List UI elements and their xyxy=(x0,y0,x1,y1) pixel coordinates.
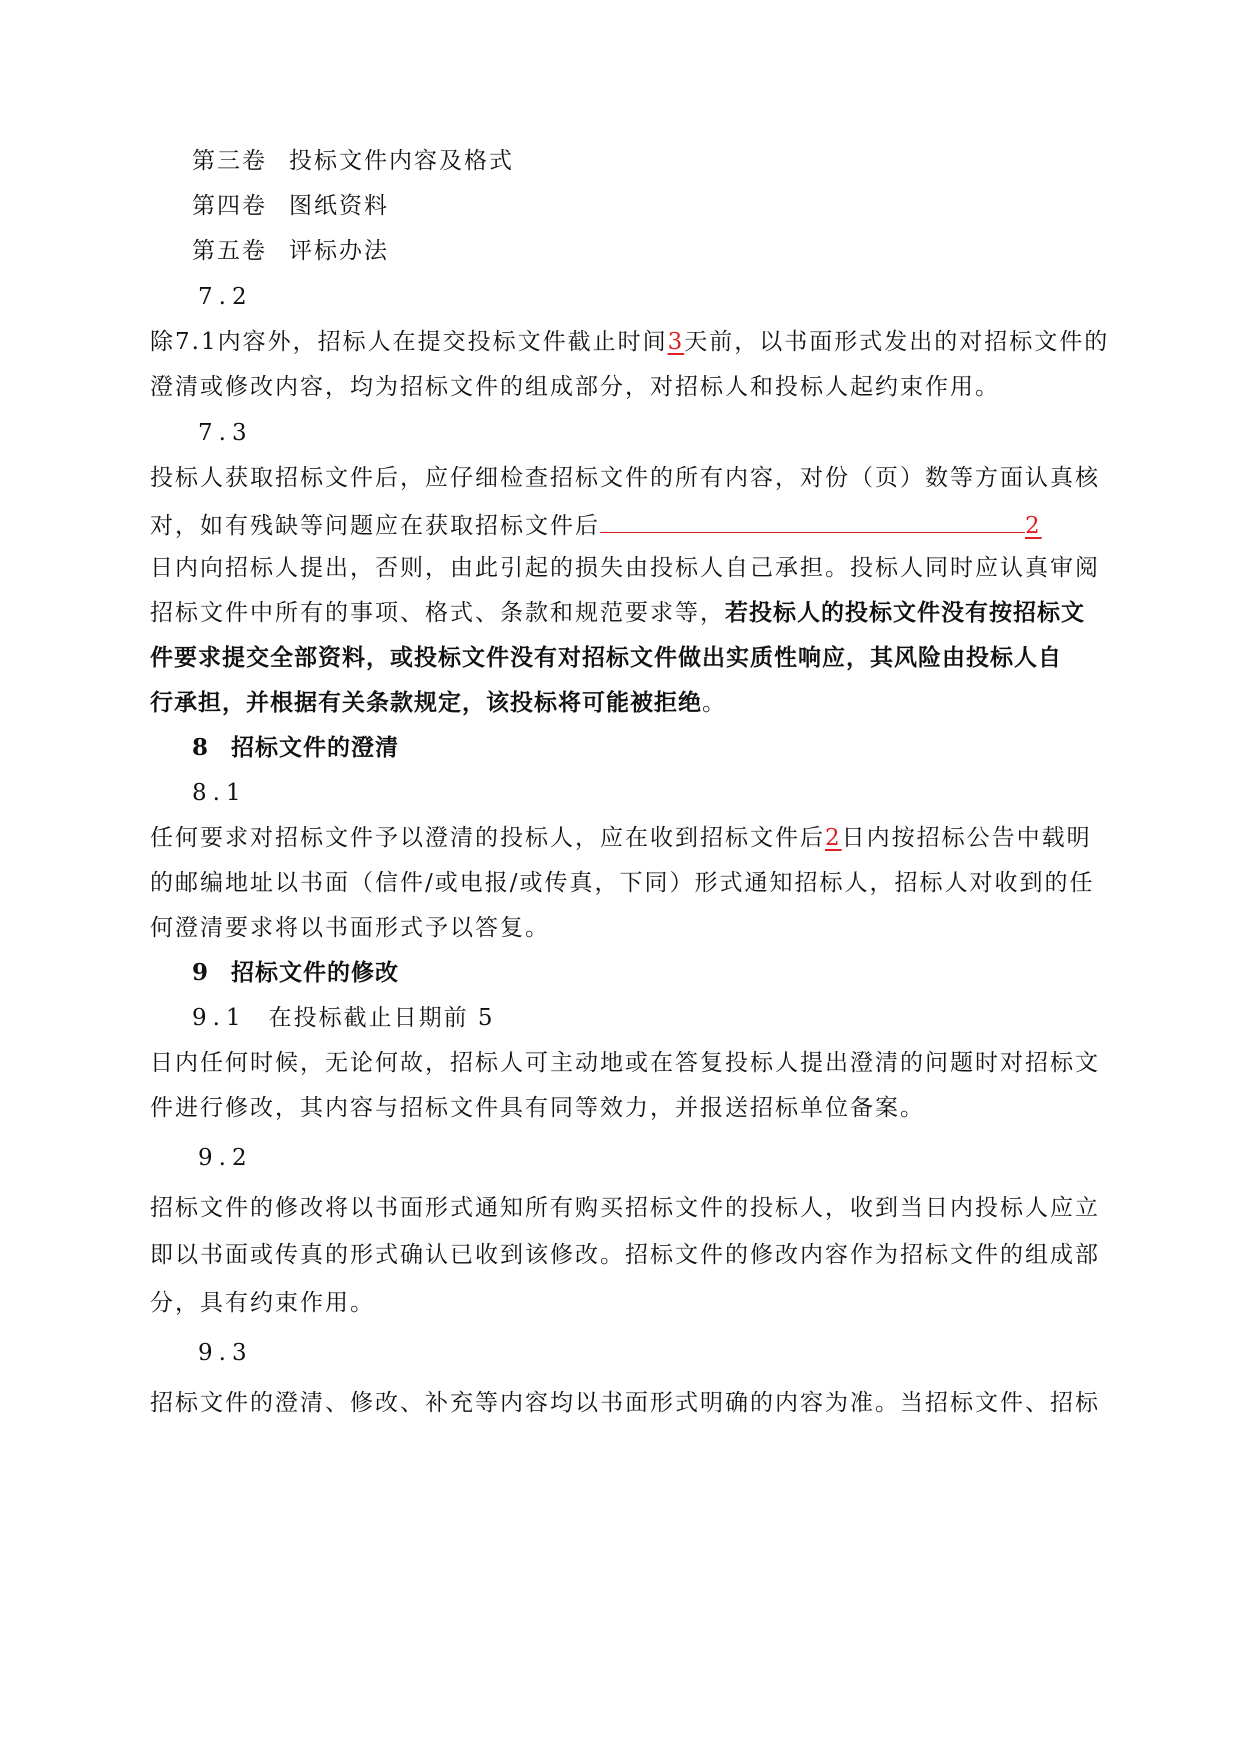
text-run: 除7.1内容外，招标人在提交投标文件截止时间 xyxy=(150,329,668,355)
deadline-days-value: 3 xyxy=(667,329,685,355)
section-8-heading xyxy=(192,733,1137,763)
text-run: 在投标截止日期前 5 xyxy=(268,1005,495,1031)
section-7-3-text-cont xyxy=(150,688,1095,718)
section-7-3-text-cont xyxy=(150,508,1095,541)
section-8-1-text-cont: 的邮编地址以书面（信件/或电报/或传真，下同）形式通知招标人，招标人对收到的任 xyxy=(150,870,1095,896)
volume-5-line xyxy=(192,236,1137,266)
section-9-2-number: 9.2 xyxy=(198,1145,253,1171)
section-8-1-text-cont: 何澄清要求将以书面形式予以答复。 xyxy=(150,915,550,941)
section-9-1-text-cont: 件进行修改，其内容与招标文件具有同等效力，并报送招标单位备案。 xyxy=(150,1095,925,1121)
section-7-3-text: 投标人获取招标文件后，应仔细检查招标文件的所有内容，对份（页）数等方面认真核 xyxy=(150,465,1100,491)
heading-number: 9 xyxy=(192,959,210,986)
section-7-3-text-cont xyxy=(150,598,1095,628)
section-7-3-number: 7.3 xyxy=(198,420,253,446)
text-run: 任何要求对招标文件予以澄清的投标人，应在收到招标文件后 xyxy=(150,825,825,851)
section-7-3-bold-text: 件要求提交全部资料，或投标文件没有对招标文件做出实质性响应，其风险由投标人自 xyxy=(150,644,1062,671)
volume-title: 图纸资料 xyxy=(289,193,389,219)
heading-title: 招标文件的修改 xyxy=(231,959,400,986)
section-9-1-lead xyxy=(192,1003,1137,1033)
section-8-1-number: 8.1 xyxy=(192,780,247,806)
volume-label: 第三卷 xyxy=(192,148,267,174)
text-run: 天前，以书面形式发出的对招标文件的 xyxy=(684,329,1110,355)
text-run: 日内按招标公告中载明 xyxy=(841,825,1092,851)
bold-text-run: 若投标人的投标文件没有按招标文 xyxy=(725,599,1085,626)
section-8-1-text xyxy=(150,823,1095,853)
section-9-3-number: 9.3 xyxy=(198,1340,253,1366)
bold-text-run: 行承担，并根据有关条款规定，该投标将可能被拒绝 xyxy=(150,689,702,716)
heading-number: 8 xyxy=(192,734,210,761)
section-7-2-text xyxy=(150,327,1110,357)
section-9-heading xyxy=(192,958,1137,988)
volume-4-line xyxy=(192,191,1137,221)
section-9-2-text-cont: 分，具有约束作用。 xyxy=(150,1290,375,1316)
subsection-number: 9.1 xyxy=(192,1005,247,1031)
text-run: 招标文件中所有的事项、格式、条款和规范要求等， xyxy=(150,600,725,626)
section-7-2-text-cont: 澄清或修改内容，均为招标文件的组成部分，对招标人和投标人起约束作用。 xyxy=(150,374,1000,400)
clarification-days-value: 2 xyxy=(825,825,842,851)
section-7-2-number: 7.2 xyxy=(198,284,253,310)
volume-label: 第四卷 xyxy=(192,193,267,219)
volume-3-line xyxy=(192,146,1137,176)
section-9-1-text: 日内任何时候，无论何故，招标人可主动地或在答复投标人提出澄清的问题时对招标文 xyxy=(150,1050,1100,1076)
section-7-3-text-cont: 日内向招标人提出，否则，由此引起的损失由投标人自己承担。投标人同时应认真审阅 xyxy=(150,555,1100,581)
fill-in-blank xyxy=(600,508,1025,533)
heading-title: 招标文件的澄清 xyxy=(231,734,400,761)
section-9-2-text: 招标文件的修改将以书面形式通知所有购买招标文件的投标人，收到当日内投标人应立 xyxy=(150,1195,1100,1221)
volume-title: 投标文件内容及格式 xyxy=(289,148,514,174)
text-run: 对，如有残缺等问题应在获取招标文件后 xyxy=(150,513,600,539)
volume-label: 第五卷 xyxy=(192,238,267,264)
section-9-3-text: 招标文件的澄清、修改、补充等内容均以书面形式明确的内容为准。当招标文件、招标 xyxy=(150,1390,1100,1416)
report-days-value: 2 xyxy=(1025,513,1042,539)
section-9-2-text-cont: 即以书面或传真的形式确认已收到该修改。招标文件的修改内容作为招标文件的组成部 xyxy=(150,1242,1100,1268)
volume-title: 评标办法 xyxy=(289,238,389,264)
text-run: 。 xyxy=(702,690,727,716)
